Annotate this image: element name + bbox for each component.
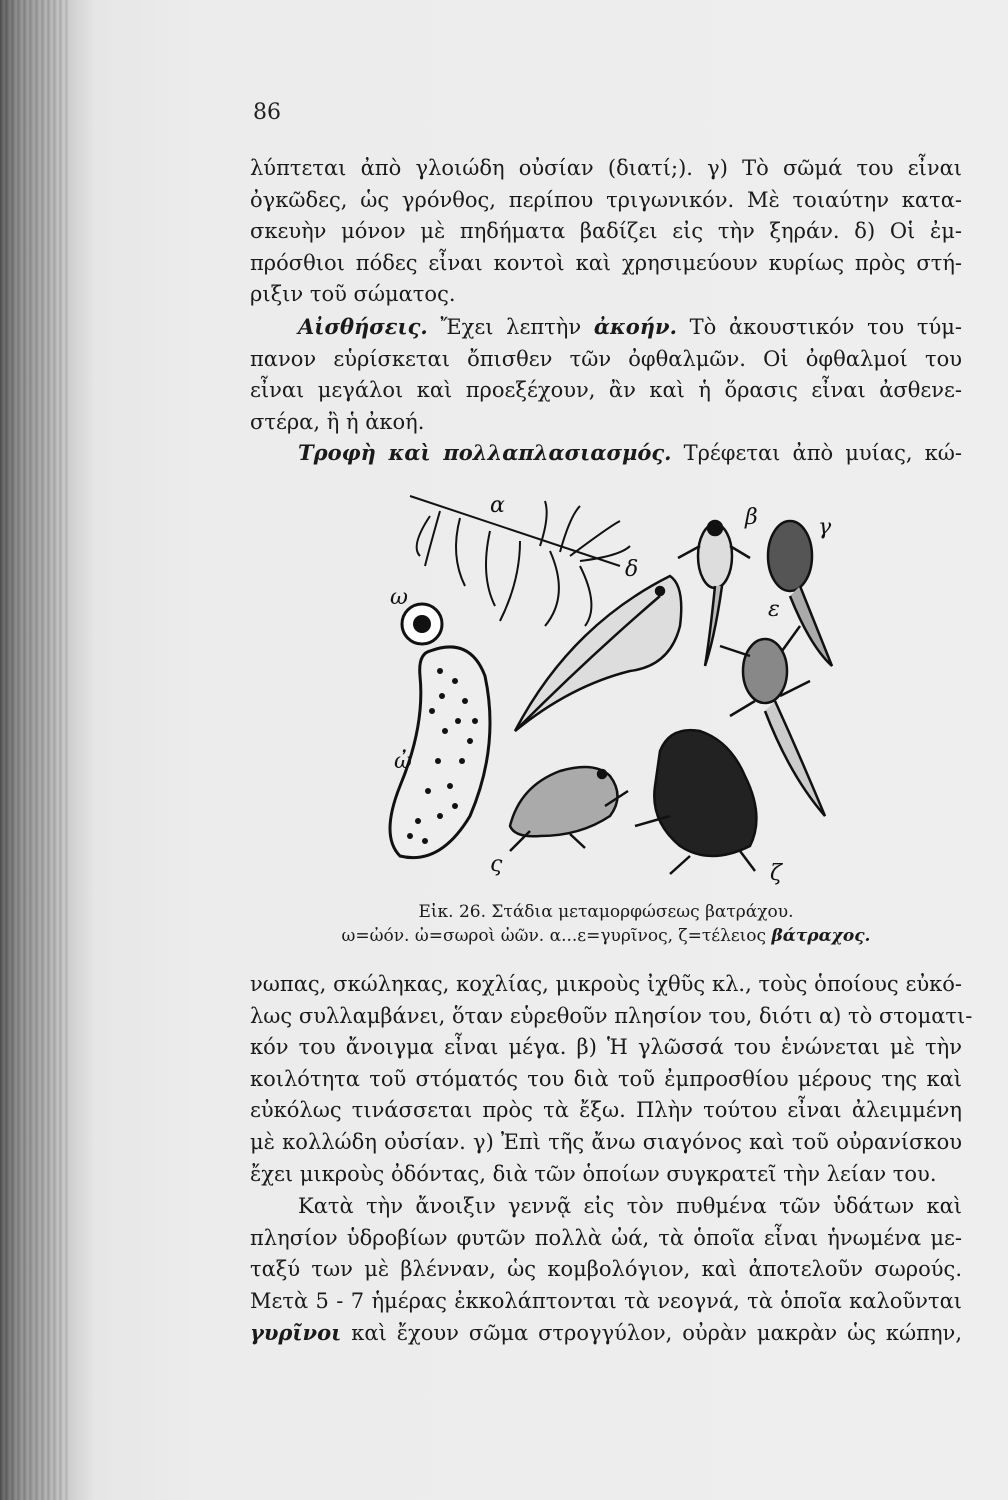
figure-label-omega: ω — [390, 585, 408, 610]
page-binding-edge — [0, 0, 70, 1500]
figure-label-epsilon: ε — [768, 597, 780, 622]
adult-frog-drawing — [635, 730, 756, 874]
figure-caption — [250, 900, 962, 948]
page-number: 86 — [253, 100, 281, 125]
text-line: νωπας, σκώληκας, κοχλίας, μικροὺς ἰχθῦς κλ., τοὺς ὁποίους εὐκό- — [250, 972, 962, 996]
text-line: λως συλλαμβάνει, ὅταν εὑρεθοῦν πλησίον του, διότι α) τὸ στοματι- — [250, 1003, 973, 1028]
section-heading-feeding: Τροφὴ καὶ πολλαπλασιασμός. — [298, 440, 672, 465]
egg-mass-drawing — [390, 604, 490, 858]
text-line: μὲ κολλώδη οὐσίαν. γ) Ἐπὶ τῆς ἄνω σιαγόνος καὶ τοῦ οὐρανίσκου — [250, 1129, 962, 1154]
text-line: ὀγκῶδες, ὡς γρόνθος, περίπου τριγωνικόν. Μὲ τοιαύτην κατα- — [250, 187, 962, 212]
text-line: κόν του ἄνοιγμα εἶναι μέγα. β) Ἡ γλῶσσά του ἑνώνεται μὲ τὴν — [250, 1035, 962, 1060]
caption-line-1: Εἰκ. 26. Στάδια μεταμορφώσεως βατράχου. — [418, 902, 794, 922]
text-line: κοιλότητα τοῦ στόματός του διὰ τοῦ ἐμπροσθίου μέρους της καὶ — [250, 1066, 962, 1091]
text-line: ριξιν τοῦ σώματος. — [250, 282, 456, 307]
text-line: ἔχει μικροὺς ὀδόντας, διὰ τῶν ὁποίων συγκρατεῖ τὴν λείαν του. — [250, 1161, 937, 1186]
water-plant-drawing — [410, 496, 630, 626]
tadpole-d-drawing — [515, 576, 681, 731]
tadpole-b-drawing — [678, 521, 750, 666]
text-line: εἶναι μεγάλοι καὶ προεξέχουν, ἂν καὶ ἡ ὅρασις εἶναι ἀσθενε- — [250, 378, 962, 403]
figure-label-gamma: γ — [818, 515, 832, 540]
young-frog-drawing — [510, 767, 628, 851]
figure-label-omega-accented: ὠ — [394, 749, 412, 774]
section-heading-senses: Αἰσθήσεις. — [298, 314, 428, 339]
paragraph-feeding — [250, 437, 962, 470]
figure-label-delta: δ — [625, 557, 639, 582]
text-line: Κατὰ τὴν ἄνοιξιν γεννᾷ εἰς τὸν πυθμένα τῶν ὑδάτων καὶ — [298, 1194, 962, 1218]
text-line: γυρῖνοι καὶ ἔχουν σῶμα στρογγύλον, οὐρὰν μακρὰν ὡς κώπην, — [250, 1320, 962, 1346]
figure-label-beta: β — [745, 505, 758, 530]
text-line: ταξύ των μὲ βλένναν, ὡς κομβολόγιον, καὶ ἀποτελοῦν σωρούς. — [250, 1257, 962, 1282]
figure-label-sigma: ς — [490, 852, 503, 877]
text-line: σκευὴν μόνον μὲ πηδήματα βαδίζει εἰς τὴν ξηράν. δ) Οἱ ἐμ- — [250, 219, 962, 244]
emphasis-hearing: ἀκοήν. — [593, 314, 677, 339]
caption-line-2: ω=ὠόν. ὠ=σωροὶ ὠῶν. α...ε=γυρῖνος, ζ=τέλειος βάτραχος. — [341, 926, 871, 946]
text-line: στέρα, ἢ ἡ ἀκοή. — [250, 409, 425, 434]
text-line: εὐκόλως τινάσσεται πρὸς τὰ ἔξω. Πλὴν τούτου εἶναι ἀλειμμένη — [250, 1098, 962, 1123]
text-line: Τροφὴ καὶ πολλαπλασιασμός. Τρέφεται ἀπὸ μυίας, κώ- — [298, 440, 962, 465]
paragraph-reproduction — [250, 1191, 962, 1350]
text-line: πλησίον ὑδροβίων φυτῶν πολλὰ ὠά, τὰ ὁποῖα εἶναι ἡνωμένα με- — [250, 1225, 962, 1250]
paragraph-senses — [250, 311, 962, 438]
frog-metamorphosis-illustration — [370, 486, 850, 886]
text-line: Μετὰ 5 - 7 ἡμέρας ἐκκολάπτονται τὰ νεογνά, τὰ ὁποῖα καλοῦνται — [250, 1288, 962, 1313]
text-line: Αἰσθήσεις. Ἔχει λεπτὴν ἀκοήν. Τὸ ἀκουστικόν του τύμ- — [298, 314, 962, 339]
figure-label-alpha: α — [490, 493, 505, 518]
term-tadpoles: γυρῖνοι — [250, 1320, 342, 1346]
paragraph-body-structure — [250, 153, 962, 311]
text-line: λύπτεται ἀπὸ γλοιώδη οὐσίαν (διατί;). γ) Τὸ σῶμά του εἶναι — [250, 156, 962, 180]
figure-label-zeta: ζ — [770, 861, 782, 886]
text-line: πρόσθιοι πόδες εἶναι κοντοὶ καὶ χρησιμεύουν κυρίως πρὸς στή- — [250, 250, 962, 275]
paragraph-feeding-continued — [250, 969, 973, 1190]
text-line: πανον εὑρίσκεται ὄπισθεν τῶν ὀφθαλμῶν. Οἱ ὀφθαλμοί του — [250, 346, 962, 371]
